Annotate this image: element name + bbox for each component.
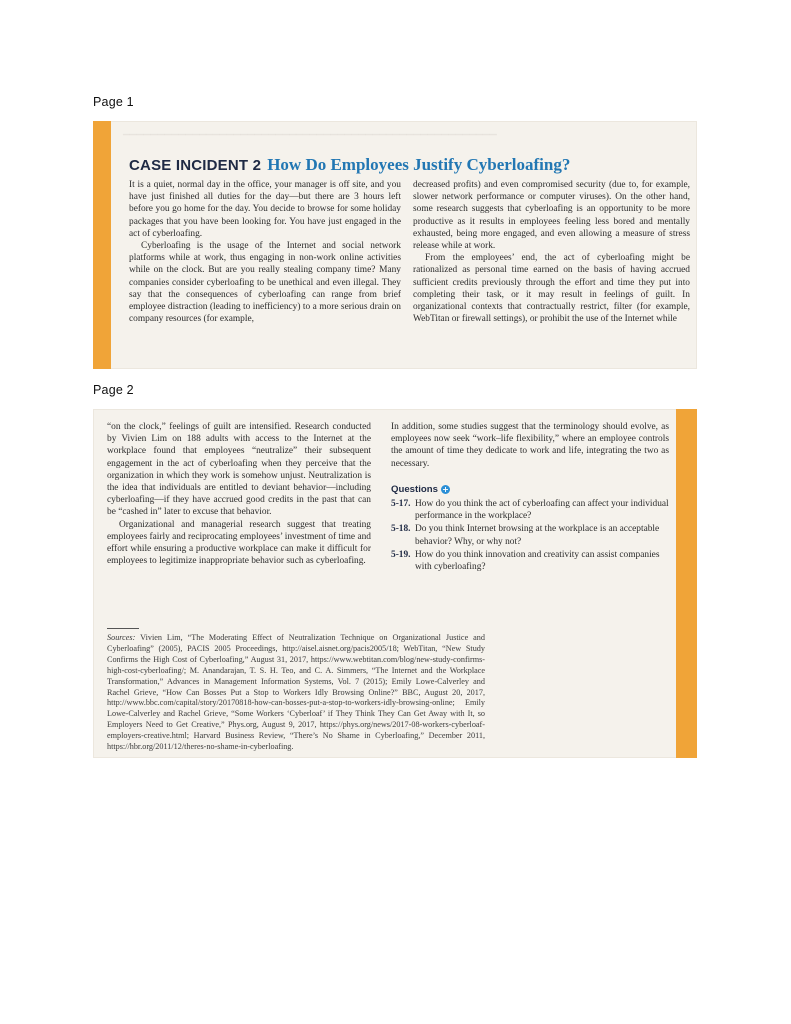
plus-circle-icon: +: [442, 484, 449, 494]
page-2-right-column: [391, 421, 669, 574]
paragraph: It is a quiet, normal day in the office, your manager is off site, and you have just finished all duties for the day—but there are 3 hours left before you go home for the day. You decide to browse for some holiday packages that you have been looking for. You have just engaged in the act of cyberloafing.: [129, 180, 401, 239]
question-item: [391, 498, 669, 522]
questions-heading-text: Questions: [391, 483, 438, 495]
case-incident-heading: [129, 155, 570, 175]
sources-label: Sources:: [107, 633, 136, 642]
sources-text: Vivien Lim, “The Moderating Effect of Neutralization Technique on Organizational Justice and Cyberloafing” (2005), PACIS 2005 Proceedings, http://aisel.aisnet.org/pacis2005/18; WebTitan, “New Study Confirms the High Cost of Cyberloafing,” August 31, 2017, https://www.webtitan.com/blog/new-study-confirms-high-cost-cyberloafing/; M. Anandarajan, T. S. H. Teo, and C. A. Simmers, “The Internet and the Workplace Transformation,” Advances in Management Information Systems, Vol. 7 (2015); Emily Lowe-Calverley and Rachel Grieve, “How Can Bosses Put a Stop to Workers Idly Browsing Online?” BBC, August 20, 2017, http://www.bbc.com/capital/story/20170818-how-can-bosses-put-a-stop-to-workers-idly-browsing-online; Emily Lowe-Calverley and Rachel Grieve, “Some Workers ‘Cyberloaf’ if They Think They Can Get Away with It, so Employers Need to Get Creative,” Phys.org, August 9, 2017, https://phys.org/news/2017-08-workers-cyberloaf-employers-creative.html; Harvard Business Review, “There’s No Shame in Cyberloafing,” December 2011, https://hbr.org/2011/12/theres-no-shame-in-cyberloafing.: [107, 633, 485, 752]
question-item: [391, 549, 669, 573]
paragraph: “on the clock,” feelings of guilt are intensified. Research conducted by Vivien Lim on 188 adults with access to the Internet at the workplace found that employees “neutralize” their subsequent engagement in the act of cyberloafing when they perceive that the organization in which they work is somehow unjust. Neutralization is the idea that individuals are entitled to deviant behavior—including cyberloafing—if they have accrued good credits in the past that can be “cashed in” later to excuse that behavior.: [107, 422, 371, 518]
page-1-scan: [93, 121, 697, 369]
page-2-left-column: [107, 421, 371, 567]
question-number: 5-18.: [391, 524, 411, 535]
question-text: How do you think the act of cyberloafing can affect your individual performance in the workplace?: [415, 499, 669, 522]
orange-margin-bar: [93, 121, 111, 369]
question-text: Do you think Internet browsing at the workplace is an acceptable behavior? Why, or why not?: [415, 524, 660, 547]
question-number: 5-17.: [391, 499, 411, 510]
page-1-left-column: [129, 179, 401, 325]
paragraph: From the employees’ end, the act of cyberloafing might be rationalized as personal time earned on the basis of having accrued sufficient credits previously through the effort and time they put into completing their task, or it may result in feelings of guilt. In organizational contexts that contractually restrict, filter (for example, WebTitan or firewall settings), or prohibit the use of the Internet while: [413, 253, 690, 325]
page-2-label: Page 2: [93, 383, 134, 397]
sources-block: [107, 633, 485, 753]
paragraph: In addition, some studies suggest that the terminology should evolve, as employees now seek “work–life flexibility,” where an employee controls the amount of time they dedicate to work and life, integrating the two as necessary.: [391, 422, 669, 469]
paragraph: decreased profits) and even compromised security (due to, for example, slower network performance or computer viruses). On the other hand, some research suggests that cyberloafing is an opportunity to be more productive as it results in employees feeling less bored and mentally exhausted, being more engaged, and even allowing a measure of stress release while at work.: [413, 180, 690, 252]
page-2-scan: [93, 409, 697, 758]
paragraph: Cyberloafing is the usage of the Internet and social network platforms while at work, thus engaging in non-work online activities while on the clock. But are you really stealing company time? Many companies consider cyberloafing to be unethical and even illegal. They say that the consequences of cyberloafing can range from brief employee distraction (leading to inefficiency) to a more serious drain on company resources (for example,: [129, 241, 401, 325]
page-1-label: Page 1: [93, 95, 134, 109]
sources-divider: [107, 628, 139, 629]
page-1-right-column: [413, 179, 690, 325]
question-item: [391, 523, 669, 547]
question-number: 5-19.: [391, 549, 411, 560]
questions-heading: [391, 484, 669, 496]
question-text: How do you think innovation and creativity can assist companies with cyberloafing?: [415, 549, 660, 573]
bleed-through-texture: ▁▁▁▁▁▁▁▁▁▁▁▁▁▁▁▁▁▁▁▁▁▁▁▁▁▁▁▁▁▁▁▁▁▁▁▁▁▁▁▁▁▁▁▁▁▁▁▁▁▁▁▁▁▁: [123, 125, 497, 135]
orange-margin-bar: [676, 409, 697, 758]
case-incident-title: How Do Employees Justify Cyberloafing?: [267, 155, 571, 174]
case-incident-label: CASE INCIDENT 2: [129, 157, 262, 174]
paragraph: Organizational and managerial research suggest that treating employees fairly and reciprocating employees’ investment of time and effort while ensuring a productive workplace can make it difficult for employees to legitimize inappropriate behavior such as cyberloafing.: [107, 519, 371, 567]
